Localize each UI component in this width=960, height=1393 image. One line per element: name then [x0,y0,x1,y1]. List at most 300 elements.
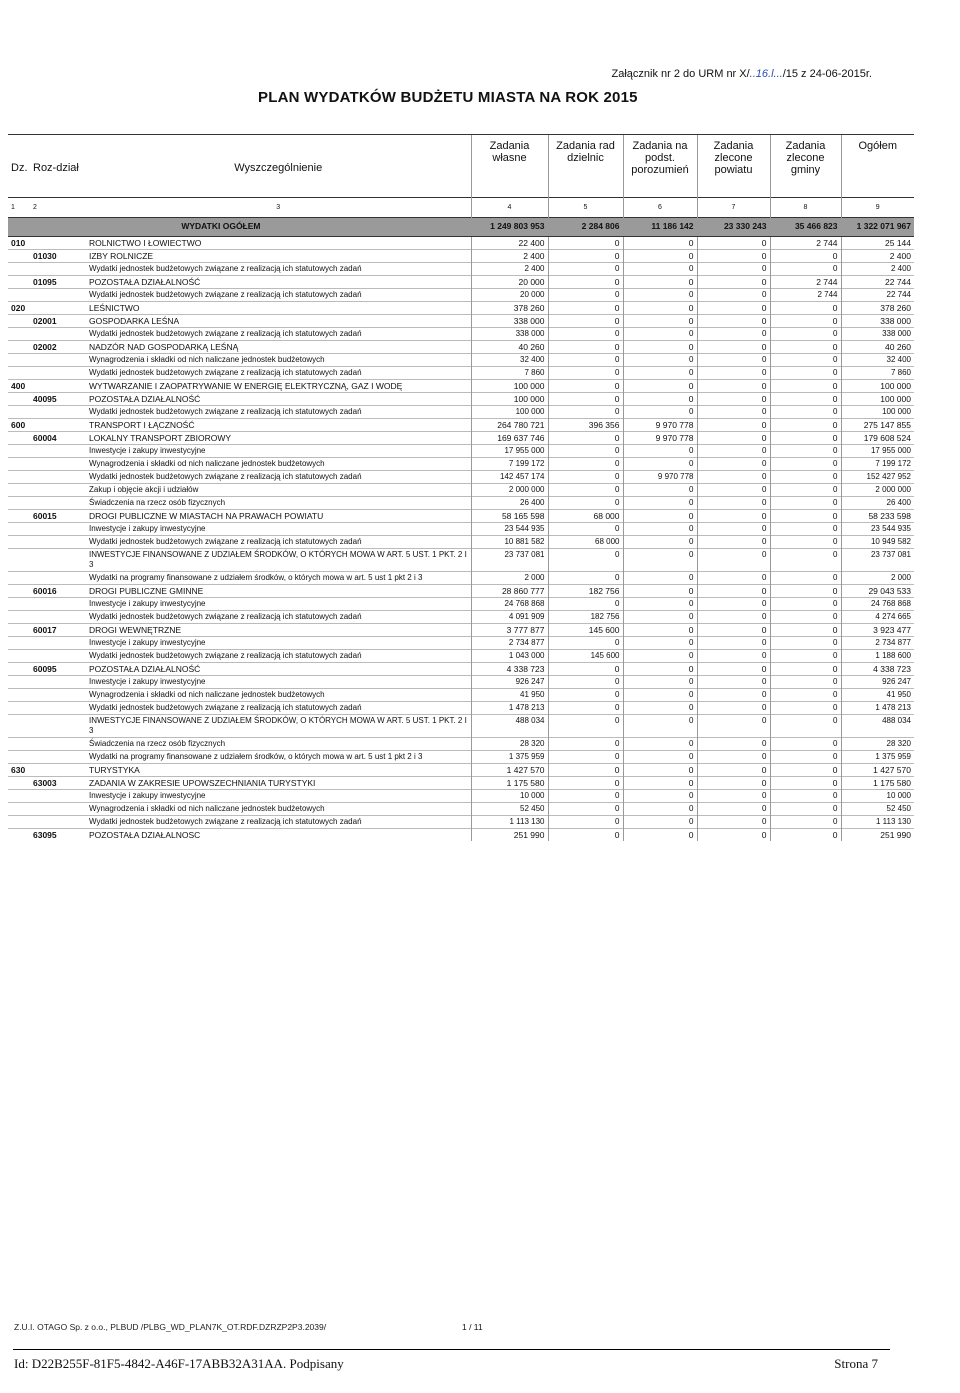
row-value: 2 000 000 [841,484,914,497]
rozdzial-code [30,497,86,510]
row-description: Wydatki jednostek budżetowych związane z realizacją ich statutowych zadań [86,471,471,484]
row-value: 2 000 [841,572,914,585]
row-value: 0 [548,777,623,790]
rozdzial-code: 60016 [30,585,86,598]
row-value: 145 600 [548,624,623,637]
row-value: 0 [623,738,697,751]
row-value: 0 [697,432,770,445]
row-value: 0 [623,523,697,536]
rozdzial-code: 63003 [30,777,86,790]
row-value: 2 744 [770,237,841,250]
rozdzial-code [30,816,86,829]
row-description: ROLNICTWO I ŁOWIECTWO [86,237,471,250]
row-value: 0 [697,497,770,510]
rozdzial-code [30,328,86,341]
row-value: 251 990 [841,829,914,842]
row-value: 2 400 [471,250,548,263]
row-value: 100 000 [841,406,914,419]
row-value: 152 427 952 [841,471,914,484]
table-row [8,406,914,419]
row-description: Wynagrodzenia i składki od nich naliczane jednostek budżetowych [86,354,471,367]
row-value: 0 [770,536,841,549]
row-value: 1 478 213 [841,702,914,715]
row-value: 0 [623,650,697,663]
dzial-code [8,790,30,803]
row-value: 1 375 959 [471,751,548,764]
total-value: 23 330 243 [697,218,770,237]
row-value: 0 [548,393,623,406]
table-row [8,484,914,497]
row-value: 41 950 [471,689,548,702]
rozdzial-code [30,367,86,380]
dzial-code: 600 [8,419,30,432]
row-value: 488 034 [471,715,548,738]
row-value: 0 [548,572,623,585]
col-number: 8 [770,198,841,218]
table-row [8,302,914,315]
dzial-code [8,689,30,702]
row-value: 0 [770,250,841,263]
col-number: 7 [697,198,770,218]
row-value: 0 [623,751,697,764]
row-description: Wydatki jednostek budżetowych związane z realizacją ich statutowych zadań [86,611,471,624]
dzial-code [8,751,30,764]
row-description: POZOSTAŁA DZIAŁALNOSC [86,829,471,842]
row-value: 0 [548,471,623,484]
table-row [8,549,914,572]
row-value: 0 [770,354,841,367]
row-description: Wydatki jednostek budżetowych związane z realizacją ich statutowych zadań [86,328,471,341]
row-value: 182 756 [548,611,623,624]
row-value: 0 [548,676,623,689]
rozdzial-code: 02001 [30,315,86,328]
col-wyszczegolnienie: Wyszczególnienie [86,135,471,198]
row-value: 0 [623,250,697,263]
row-value: 0 [623,598,697,611]
rozdzial-code: 40095 [30,393,86,406]
table-row [8,354,914,367]
dzial-code [8,829,30,842]
row-description: GOSPODARKA LEŚNA [86,315,471,328]
row-value: 0 [697,458,770,471]
dzial-code [8,650,30,663]
row-value: 2 400 [841,263,914,276]
row-description: Wydatki na programy finansowane z udziałem środków, o których mowa w art. 5 ust 1 pkt 2 i 3 [86,751,471,764]
dzial-code [8,406,30,419]
row-description: ZADANIA W ZAKRESIE UPOWSZECHNIANIA TURYSTYKI [86,777,471,790]
table-row [8,471,914,484]
row-value: 25 144 [841,237,914,250]
row-value: 0 [548,764,623,777]
rozdzial-code [30,790,86,803]
rozdzial-code [30,458,86,471]
row-value: 68 000 [548,536,623,549]
row-value: 0 [697,702,770,715]
rozdzial-code [30,406,86,419]
row-value: 0 [623,510,697,523]
row-description: Wydatki jednostek budżetowych związane z realizacją ich statutowych zadań [86,816,471,829]
row-value: 0 [697,302,770,315]
row-value: 488 034 [841,715,914,738]
row-description: WYTWARZANIE I ZAOPATRYWANIE W ENERGIĘ ELEKTRYCZNĄ, GAZ I WODĘ [86,380,471,393]
row-description: Inwestycje i zakupy inwestycyjne [86,445,471,458]
row-value: 40 260 [471,341,548,354]
rozdzial-code [30,598,86,611]
total-label: WYDATKI OGÓŁEM [8,218,471,237]
row-description: Inwestycje i zakupy inwestycyjne [86,790,471,803]
row-value: 0 [623,263,697,276]
row-value: 0 [623,829,697,842]
row-value: 0 [623,289,697,302]
row-description: Inwestycje i zakupy inwestycyjne [86,523,471,536]
rozdzial-code [30,650,86,663]
row-value: 7 199 172 [841,458,914,471]
row-value: 0 [770,471,841,484]
row-value: 0 [548,328,623,341]
page-title: PLAN WYDATKÓW BUDŻETU MIASTA NA ROK 2015 [258,89,638,106]
dzial-code [8,715,30,738]
row-value: 0 [623,536,697,549]
row-value: 0 [697,276,770,289]
row-value: 0 [623,549,697,572]
table-row [8,650,914,663]
rozdzial-code [30,751,86,764]
row-value: 0 [697,367,770,380]
row-description: POZOSTAŁA DZIAŁALNOŚĆ [86,663,471,676]
rozdzial-code [30,689,86,702]
row-description: NADZÓR NAD GOSPODARKĄ LEŚNĄ [86,341,471,354]
row-value: 0 [697,510,770,523]
table-row [8,572,914,585]
row-value: 1 113 130 [841,816,914,829]
rozdzial-code [30,445,86,458]
row-value: 0 [548,702,623,715]
row-value: 0 [697,471,770,484]
rozdzial-code: 01095 [30,276,86,289]
row-value: 0 [770,572,841,585]
row-value: 142 457 174 [471,471,548,484]
table-row [8,751,914,764]
row-value: 0 [623,328,697,341]
row-value: 0 [548,302,623,315]
dzial-code [8,702,30,715]
row-value: 338 000 [841,328,914,341]
table-row [8,445,914,458]
row-value: 0 [548,237,623,250]
row-value: 0 [697,676,770,689]
rozdzial-code [30,263,86,276]
row-value: 0 [697,250,770,263]
row-value: 0 [623,585,697,598]
row-value: 0 [548,715,623,738]
row-value: 26 400 [471,497,548,510]
total-value: 35 466 823 [770,218,841,237]
row-value: 0 [548,458,623,471]
row-value: 0 [770,598,841,611]
row-description: Inwestycje i zakupy inwestycyjne [86,598,471,611]
row-description: IZBY ROLNICZE [86,250,471,263]
row-value: 0 [697,380,770,393]
strona-number: Strona 7 [834,1356,878,1371]
row-description: Wydatki na programy finansowane z udziałem środków, o których mowa w art. 5 ust 1 pkt 2 i 3 [86,572,471,585]
row-value: 0 [697,751,770,764]
dzial-code [8,510,30,523]
row-value: 0 [697,689,770,702]
table-row [8,380,914,393]
attachment-note [612,68,872,80]
row-value: 0 [697,650,770,663]
row-value: 0 [697,484,770,497]
row-value: 2 744 [770,289,841,302]
row-value: 0 [770,393,841,406]
row-value: 0 [770,650,841,663]
row-value: 0 [697,611,770,624]
row-value: 0 [697,624,770,637]
row-value: 17 955 000 [471,445,548,458]
row-description: Świadczenia na rzecz osób fizycznych [86,497,471,510]
row-description: Wydatki jednostek budżetowych związane z realizacją ich statutowych zadań [86,650,471,663]
rozdzial-code: 60015 [30,510,86,523]
row-value: 68 000 [548,510,623,523]
row-value: 23 737 081 [471,549,548,572]
row-value: 0 [697,263,770,276]
col-ogolem: Ogółem [841,135,914,198]
row-value: 0 [697,289,770,302]
row-value: 0 [770,497,841,510]
row-value: 0 [623,406,697,419]
row-value: 4 091 909 [471,611,548,624]
col-dz: Dz. [8,135,30,198]
row-value: 23 544 935 [841,523,914,536]
row-value: 0 [548,663,623,676]
row-value: 3 923 477 [841,624,914,637]
row-value: 0 [770,829,841,842]
col-number: 4 [471,198,548,218]
row-value: 26 400 [841,497,914,510]
row-value: 0 [697,738,770,751]
table-row [8,393,914,406]
footer-source: Z.U.I. OTAGO Sp. z o.o., PLBUD /PLBG_WD_PLAN7K_OT.RDF.DZRZP2P3.2039/ [14,1322,327,1332]
row-description: Wynagrodzenia i składki od nich naliczane jednostek budżetowych [86,689,471,702]
row-value: 0 [548,354,623,367]
row-value: 0 [623,663,697,676]
row-value: 0 [697,637,770,650]
row-value: 0 [623,624,697,637]
table-row [8,702,914,715]
row-value: 29 043 533 [841,585,914,598]
row-value: 0 [697,764,770,777]
table-row [8,676,914,689]
row-value: 0 [623,380,697,393]
attachment-handwritten-number: ..16.l... [749,68,783,80]
row-value: 0 [548,315,623,328]
row-value: 0 [697,445,770,458]
row-value: 0 [697,536,770,549]
row-value: 0 [548,523,623,536]
row-description: LEŚNICTWO [86,302,471,315]
dzial-code [8,777,30,790]
row-value: 0 [697,715,770,738]
rozdzial-code: 60004 [30,432,86,445]
rozdzial-code [30,715,86,738]
row-value: 0 [697,341,770,354]
table-row [8,497,914,510]
row-value: 1 043 000 [471,650,548,663]
row-value: 4 338 723 [841,663,914,676]
row-value: 28 320 [841,738,914,751]
dzial-code [8,497,30,510]
row-value: 264 780 721 [471,419,548,432]
row-value: 0 [697,572,770,585]
row-description: Wydatki jednostek budżetowych związane z realizacją ich statutowych zadań [86,289,471,302]
row-value: 0 [770,263,841,276]
row-value: 378 260 [841,302,914,315]
row-value: 0 [548,445,623,458]
col-porozumien: Zadania na podst. porozumień [623,135,697,198]
row-value: 0 [623,315,697,328]
row-description: DROGI WEWNĘTRZNE [86,624,471,637]
row-value: 1 175 580 [841,777,914,790]
row-value: 0 [623,572,697,585]
row-value: 23 544 935 [471,523,548,536]
dzial-code [8,549,30,572]
dzial-code [8,637,30,650]
rozdzial-code [30,354,86,367]
rozdzial-code [30,237,86,250]
row-value: 338 000 [841,315,914,328]
row-value: 0 [548,816,623,829]
row-value: 10 000 [471,790,548,803]
row-value: 0 [548,689,623,702]
row-description: Inwestycje i zakupy inwestycyjne [86,676,471,689]
rozdzial-code [30,637,86,650]
col-number: 6 [623,198,697,218]
row-value: 0 [697,419,770,432]
row-value: 0 [770,676,841,689]
row-value: 17 955 000 [841,445,914,458]
dzial-code [8,611,30,624]
row-value: 926 247 [841,676,914,689]
row-description: DROGI PUBLICZNE W MIASTACH NA PRAWACH POWIATU [86,510,471,523]
row-value: 0 [697,523,770,536]
row-value: 0 [770,523,841,536]
row-description: Wydatki jednostek budżetowych związane z realizacją ich statutowych zadań [86,536,471,549]
total-value: 1 249 803 953 [471,218,548,237]
row-value: 20 000 [471,289,548,302]
row-value: 0 [697,406,770,419]
row-value: 0 [770,445,841,458]
table-row [8,624,914,637]
table-row [8,803,914,816]
dzial-code [8,445,30,458]
row-description: Wydatki jednostek budżetowych związane z realizacją ich statutowych zadań [86,702,471,715]
table-row [8,341,914,354]
row-value: 0 [770,432,841,445]
rozdzial-code: 02002 [30,341,86,354]
column-number-row [8,198,914,218]
row-value: 0 [548,341,623,354]
row-value: 0 [770,585,841,598]
col-zadania-wlasne: Zadania własne [471,135,548,198]
row-value: 32 400 [471,354,548,367]
dzial-code [8,341,30,354]
row-value: 0 [770,328,841,341]
row-value: 0 [623,445,697,458]
row-value: 9 970 778 [623,432,697,445]
row-value: 378 260 [471,302,548,315]
row-value: 100 000 [471,406,548,419]
total-value: 2 284 806 [548,218,623,237]
row-value: 0 [623,354,697,367]
row-value: 0 [697,315,770,328]
row-value: 1 375 959 [841,751,914,764]
row-value: 0 [548,250,623,263]
row-value: 0 [623,276,697,289]
row-value: 0 [548,276,623,289]
footer-page-number: 1 / 11 [462,1322,483,1332]
rozdzial-code [30,380,86,393]
row-value: 0 [548,263,623,276]
row-description: POZOSTAŁA DZIAŁALNOŚĆ [86,276,471,289]
rozdzial-code [30,484,86,497]
row-description: Inwestycje i zakupy inwestycyjne [86,637,471,650]
row-description: INWESTYCJE FINANSOWANE Z UDZIAŁEM ŚRODKÓW, O KTÓRYCH MOWA W ART. 5 UST. 1 PKT. 2 I 3 [86,549,471,572]
row-value: 0 [770,380,841,393]
table-row [8,510,914,523]
row-value: 396 356 [548,419,623,432]
row-value: 0 [623,237,697,250]
rozdzial-code [30,523,86,536]
row-value: 145 600 [548,650,623,663]
row-value: 1 478 213 [471,702,548,715]
rozdzial-code [30,738,86,751]
dzial-code: 630 [8,764,30,777]
rozdzial-code [30,702,86,715]
row-value: 41 950 [841,689,914,702]
col-number: 1 [8,198,30,218]
row-value: 179 608 524 [841,432,914,445]
dzial-code [8,250,30,263]
row-value: 0 [770,663,841,676]
row-value: 0 [623,715,697,738]
row-value: 9 970 778 [623,419,697,432]
rozdzial-code: 63095 [30,829,86,842]
rozdzial-code [30,419,86,432]
row-value: 2 734 877 [471,637,548,650]
table-row [8,458,914,471]
row-description: Zakup i objęcie akcji i udziałów [86,484,471,497]
dzial-code [8,458,30,471]
row-value: 338 000 [471,315,548,328]
table-row [8,263,914,276]
row-value: 0 [623,367,697,380]
row-value: 0 [548,380,623,393]
row-value: 0 [623,676,697,689]
row-value: 9 970 778 [623,471,697,484]
row-value: 32 400 [841,354,914,367]
table-row [8,585,914,598]
table-row [8,250,914,263]
table-row [8,598,914,611]
row-value: 7 860 [471,367,548,380]
row-value: 926 247 [471,676,548,689]
dzial-code [8,598,30,611]
row-value: 0 [770,715,841,738]
row-value: 275 147 855 [841,419,914,432]
col-number: 5 [548,198,623,218]
row-value: 0 [548,598,623,611]
dzial-code: 400 [8,380,30,393]
